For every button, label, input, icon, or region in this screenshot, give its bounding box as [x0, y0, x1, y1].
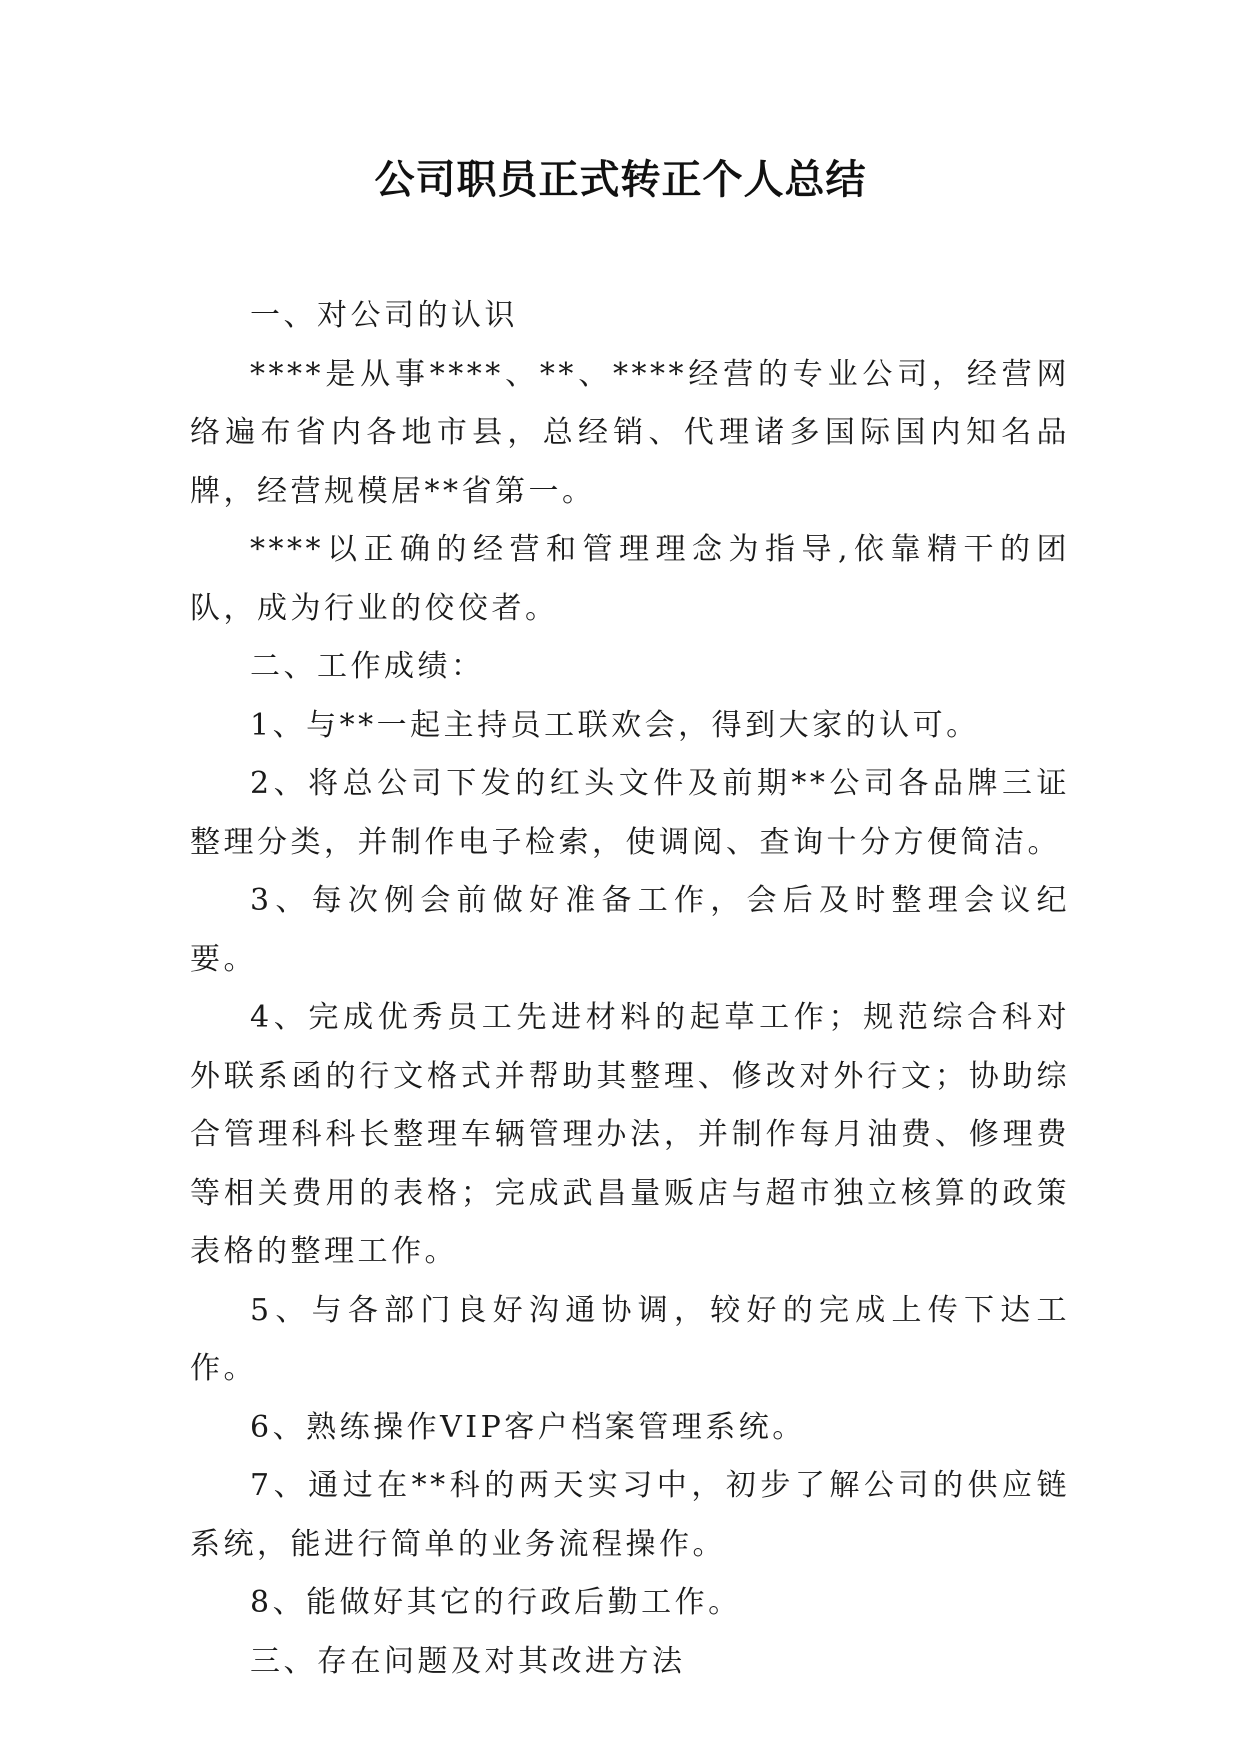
achievement-item-7: 7、通过在**科的两天实习中，初步了解公司的供应链系统，能进行简单的业务流程操作。 — [190, 1468, 1070, 1562]
achievement-item-4: 4、完成优秀员工先进材料的起草工作；规范综合科对外联系函的行文格式并帮助其整理、修改对外行文；协助综合管理科科长整理车辆管理办法，并制作每月油费、修理费等相关费用的表格；完成武昌量贩店与超市独立核算的政策表格的整理工作。 — [190, 1000, 1070, 1269]
paragraph-company-intro: ****是从事****、**、****经营的专业公司，经营网络遍布省内各地市县，总经销、代理诸多国际国内知名品牌，经营规模居**省第一。 — [190, 356, 1070, 509]
section-heading-achievements: 二、工作成绩： — [250, 649, 485, 684]
document-body — [190, 287, 1070, 1691]
achievement-item-3: 3、每次例会前做好准备工作，会后及时整理会议纪要。 — [190, 883, 1070, 977]
achievement-item-2: 2、将总公司下发的红头文件及前期**公司各品牌三证整理分类，并制作电子检索，使调阅、查询十分方便简洁。 — [190, 766, 1070, 860]
achievement-item-8: 8、能做好其它的行政后勤工作。 — [250, 1585, 742, 1620]
achievement-item-6: 6、熟练操作VIP客户档案管理系统。 — [250, 1409, 806, 1445]
section-heading-problems: 三、存在问题及对其改进方法 — [250, 1643, 686, 1679]
achievement-item-1: 1、与**一起主持员工联欢会，得到大家的认可。 — [250, 707, 980, 743]
section-heading-company: 一、对公司的认识 — [250, 298, 518, 333]
paragraph-company-philosophy: ****以正确的经营和管理理念为指导,依靠精干的团队，成为行业的佼佼者。 — [190, 532, 1070, 626]
achievement-item-5: 5、与各部门良好沟通协调，较好的完成上传下达工作。 — [190, 1292, 1070, 1386]
document-title: 公司职员正式转正个人总结 — [374, 157, 867, 203]
